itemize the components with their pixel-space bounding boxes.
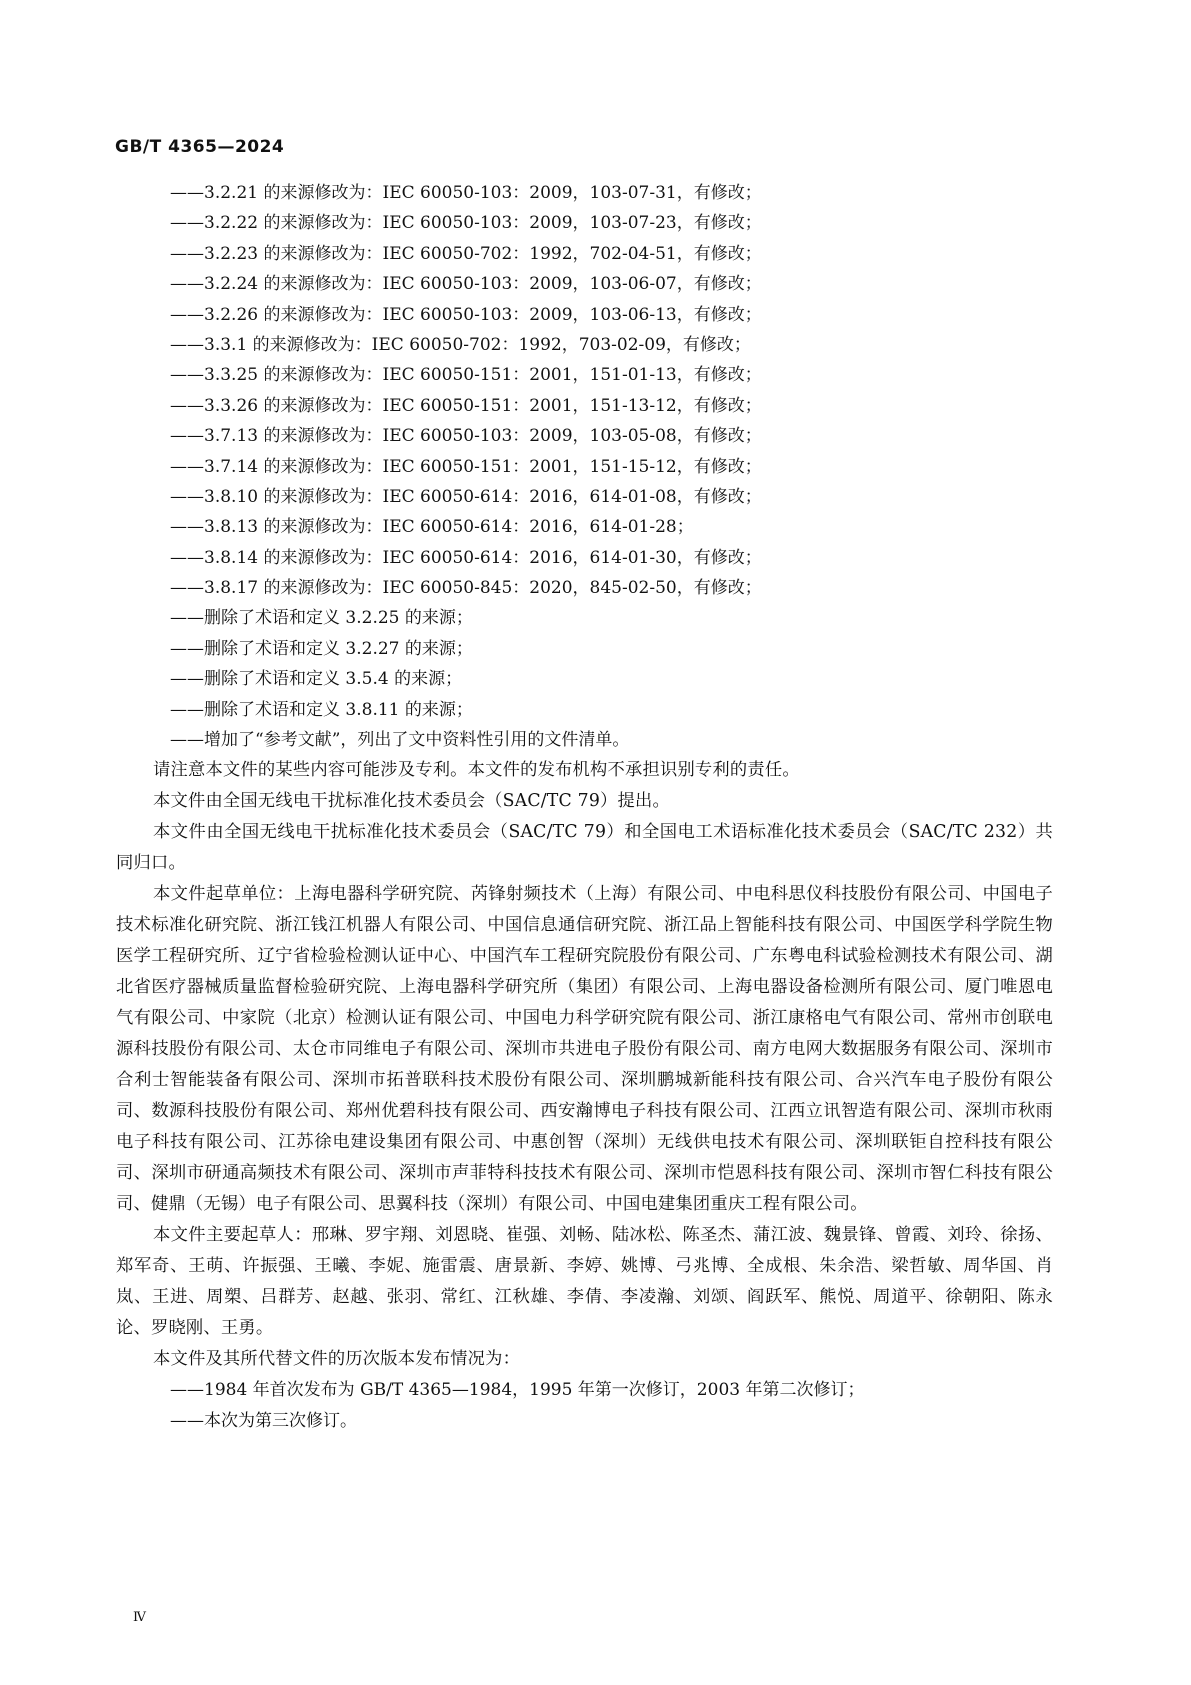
foreword-body [116, 178, 1053, 1436]
change-item: ——3.7.13 的来源修改为：IEC 60050-103：2009，103-05-08，有修改； [170, 426, 762, 447]
patent-notice: 请注意本文件的某些内容可能涉及专利。本文件的发布机构不承担识别专利的责任。 [153, 760, 800, 781]
change-item: ——3.7.14 的来源修改为：IEC 60050-151：2001，151-15-12，有修改； [170, 456, 762, 477]
change-item: ——删除了术语和定义 3.8.11 的来源； [170, 699, 473, 720]
change-item: ——3.8.10 的来源修改为：IEC 60050-614：2016，614-01-08，有修改； [170, 486, 762, 507]
centralized-by: 本文件由全国无线电干扰标准化技术委员会（SAC/TC 79）和全国电工术语标准化技术委员会（SAC/TC 232）共同归口。 [116, 822, 1053, 874]
change-item: ——删除了术语和定义 3.5.4 的来源； [170, 669, 463, 690]
change-item: ——3.3.26 的来源修改为：IEC 60050-151：2001，151-13-12，有修改； [170, 395, 762, 416]
drafting-units: 本文件起草单位：上海电器科学研究院、芮锋射频技术（上海）有限公司、中电科思仪科技股份有限公司、中国电子技术标准化研究院、浙江钱江机器人有限公司、中国信息通信研究院、浙江品上智能科技有限公司、中国医学科学院生物医学工程研究所、辽宁省检验检测认证中心、中国汽车工程研究院股份有限公司、广东粤电科试验检测技术有限公司、湖北省医疗器械质量监督检验研究院、上海电器科学研究所（集团）有限公司、上海电器设备检测所有限公司、厦门唯恩电气有限公司、中家院（北京）检测认证有限公司、中国电力科学研究院有限公司、浙江康格电气有限公司、常州市创联电源科技股份有限公司、太仓市同维电子有限公司、深圳市共进电子股份有限公司、南方电网大数据服务有限公司、深圳市合利士智能装备有限公司、深圳市拓普联科技术股份有限公司、深圳鹏城新能科技有限公司、合兴汽车电子股份有限公司、数源科技股份有限公司、郑州优碧科技有限公司、西安瀚博电子科技有限公司、江西立讯智造有限公司、深圳市秋雨电子科技有限公司、江苏徐电建设集团有限公司、中惠创智（深圳）无线供电技术有限公司、深圳联钜自控科技有限公司、深圳市研通高频技术有限公司、深圳市声菲特科技技术有限公司、深圳市恺恩科技有限公司、深圳市智仁科技有限公司、健鼎（无锡）电子有限公司、思翼科技（深圳）有限公司、中国电建集团重庆工程有限公司。 [116, 884, 1053, 1215]
change-item: ——3.2.26 的来源修改为：IEC 60050-103：2009，103-06-13，有修改； [170, 304, 762, 325]
change-item: ——3.3.25 的来源修改为：IEC 60050-151：2001，151-01-13，有修改； [170, 365, 762, 386]
change-item: ——删除了术语和定义 3.2.25 的来源； [170, 608, 473, 629]
change-item: ——3.2.24 的来源修改为：IEC 60050-103：2009，103-06-07，有修改； [170, 274, 762, 295]
change-item: ——增加了“参考文献”，列出了文中资料性引用的文件清单。 [170, 730, 630, 751]
change-item: ——3.8.13 的来源修改为：IEC 60050-614：2016，614-01-28； [170, 517, 694, 538]
change-item: ——3.2.22 的来源修改为：IEC 60050-103：2009，103-07-23，有修改； [170, 213, 762, 234]
history-intro: 本文件及其所代替文件的历次版本发布情况为： [153, 1349, 521, 1370]
change-item: ——3.8.14 的来源修改为：IEC 60050-614：2016，614-01-30，有修改； [170, 547, 762, 568]
change-item: ——删除了术语和定义 3.2.27 的来源； [170, 638, 473, 659]
drafters: 本文件主要起草人：邢琳、罗宇翔、刘恩晓、崔强、刘畅、陆冰松、陈圣杰、蒲江波、魏景锋、曾霞、刘玲、徐扬、郑军奇、王萌、许振强、王曦、李妮、施雷震、唐景新、李婷、姚博、弓兆博、全成根、朱余浩、梁哲敏、周华国、肖岚、王进、周槊、吕群芳、赵越、张羽、常红、江秋雄、李倩、李凌瀚、刘颂、阎跃军、熊悦、周道平、徐朝阳、陈永论、罗晓刚、王勇。 [116, 1225, 1053, 1339]
change-item: ——3.8.17 的来源修改为：IEC 60050-845：2020，845-02-50，有修改； [170, 578, 762, 599]
history-item: ——1984 年首次发布为 GB/T 4365—1984，1995 年第一次修订，2003 年第二次修订； [170, 1380, 865, 1401]
document-number: GB/T 4365—2024 [115, 137, 285, 157]
history-item: ——本次为第三次修订。 [170, 1410, 357, 1431]
change-item: ——3.2.23 的来源修改为：IEC 60050-702：1992，702-04-51，有修改； [170, 243, 762, 264]
page-number: Ⅳ [133, 1610, 147, 1625]
proposed-by: 本文件由全国无线电干扰标准化技术委员会（SAC/TC 79）提出。 [153, 791, 670, 812]
change-item: ——3.3.1 的来源修改为：IEC 60050-702：1992，703-02-09，有修改； [170, 334, 751, 355]
change-item: ——3.2.21 的来源修改为：IEC 60050-103：2009，103-07-31，有修改； [170, 183, 762, 203]
